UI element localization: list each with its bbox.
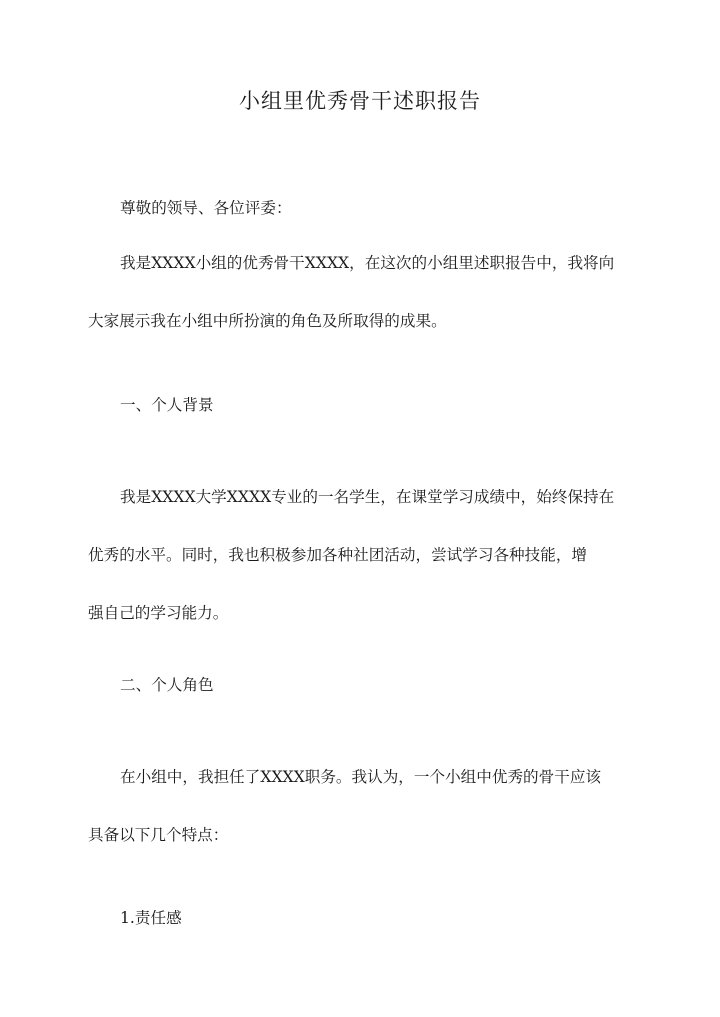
section-1-heading [88, 390, 636, 420]
section-2-paragraph [88, 762, 636, 850]
intro-paragraph [88, 248, 636, 336]
item-1-heading [88, 903, 636, 933]
item-1-heading-text: 1.责任感 [120, 909, 182, 927]
section-1-line-1: 我是XXXX大学XXXX专业的一名学生，在课堂学习成绩中，始终保持在 [120, 488, 615, 506]
section-2-heading [88, 670, 636, 700]
intro-line-1: 我是XXXX小组的优秀骨干XXXX，在这次的小组里述职报告中，我将向 [120, 254, 615, 272]
greeting-paragraph [88, 193, 636, 223]
document-title: 小组里优秀骨干述职报告 [239, 89, 481, 113]
section-2-line-1: 在小组中，我担任了XXXX职务。我认为，一个小组中优秀的骨干应该 [120, 768, 602, 786]
section-1-line-2: 优秀的水平。同时，我也积极参加各种社团活动，尝试学习各种技能，增 [88, 546, 588, 564]
section-1-paragraph [88, 482, 636, 628]
section-2-heading-text: 二、个人角色 [120, 676, 214, 694]
intro-line-2: 大家展示我在小组中所扮演的角色及所取得的成果。 [88, 312, 447, 330]
section-1-line-3: 强自己的学习能力。 [88, 604, 229, 622]
section-2-line-2: 具备以下几个特点： [88, 826, 229, 844]
greeting-text: 尊敬的领导、各位评委： [120, 199, 292, 217]
section-1-heading-text: 一、个人背景 [120, 396, 214, 414]
